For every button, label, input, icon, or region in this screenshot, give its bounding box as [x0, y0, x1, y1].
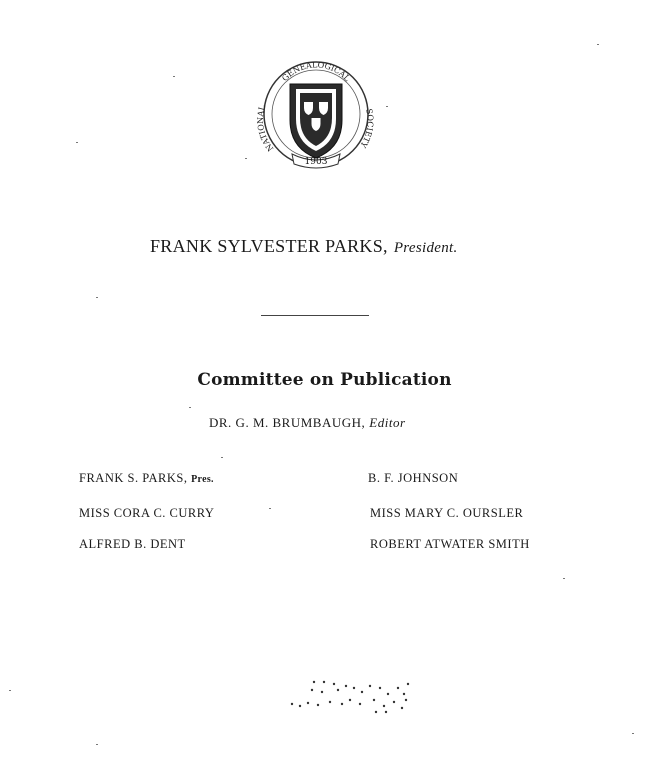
president-name: FRANK SYLVESTER PARKS, [150, 236, 388, 256]
member-left-3: ALFRED B. DENT [79, 537, 186, 551]
seal-year: 1903 [304, 157, 328, 167]
seal-left-text: NATIONAL [256, 104, 276, 153]
member-right-3: ROBERT ATWATER SMITH [370, 537, 530, 551]
svg-text:GENEALOGICAL [280, 60, 352, 83]
scan-speck [597, 44, 599, 45]
editor-line [209, 415, 406, 431]
editor-role: Editor [369, 415, 406, 430]
svg-text:SOCIETY [358, 108, 375, 150]
member-right-1: B. F. JOHNSON [368, 471, 459, 485]
scan-speck [76, 142, 78, 143]
member-suffix: Pres. [191, 474, 214, 485]
member-left-1: FRANK S. PARKS, Pres. [79, 471, 214, 485]
scan-speck [632, 733, 634, 734]
committee-heading: Committee on Publication [197, 370, 452, 390]
seal-right-text: SOCIETY [358, 107, 375, 150]
divider-rule [261, 315, 369, 316]
editor-name: DR. G. M. BRUMBAUGH, [209, 415, 366, 430]
scan-speck [96, 297, 98, 298]
scan-speck [9, 690, 11, 691]
seal-top-text: GENEALOGICAL [280, 60, 352, 84]
scan-speck [221, 457, 223, 458]
scan-speck [245, 158, 247, 159]
scan-speck [563, 578, 565, 579]
society-seal [256, 56, 376, 171]
scan-speck [173, 76, 175, 77]
scan-speck [189, 407, 191, 408]
member-left-2: MISS CORA C. CURRY [79, 506, 215, 520]
scan-speck [386, 106, 388, 107]
member-right-2: MISS MARY C. OURSLER [370, 506, 524, 520]
scan-speck [96, 744, 98, 745]
perforated-stamp-icon [288, 676, 418, 716]
president-line [150, 236, 458, 257]
president-title: President. [393, 240, 458, 256]
scan-speck [269, 508, 271, 509]
